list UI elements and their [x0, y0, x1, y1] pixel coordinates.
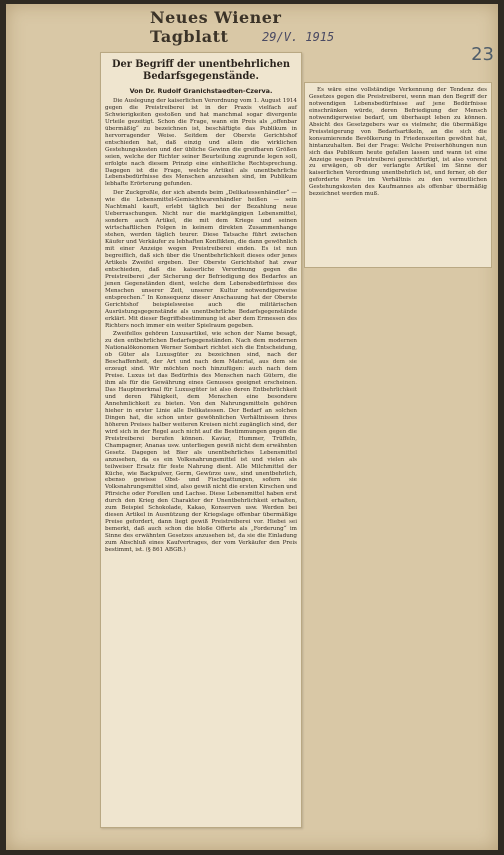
article-paragraph: Die Auslegung der kaiserlichen Verordnung vom 1. August 1914 gegen die Preistreiberei ist in der Praxis vielfach auf Schwierigkeiten gestoßen und hat manchmal sogar divergente Urteile gezeitigt. Schon die Frage, wann ein Preis als „offenbar übermäßig“ zu bezeichnen ist, beschäftigte das Publikum in hervorragender Weise. Seitdem der Oberste Gerichtshof entschieden hat, daß einzig und allein die wirklichen Gestehungskosten und der übliche Gewinn die greifbaren Größen seien, welche der Richter seiner Beurteilung zugrunde legen soll, erfolgte nach diesem Prinzip eine einheitliche Rechtsprechung. Dagegen ist die Frage, welche Artikel als unentbehrliche Lebensbedürfnisse des Menschen anzusehen sind, im Publikum lebhafte Erörterung gefunden.: [105, 98, 297, 188]
article-byline: Von Dr. Rudolf Granichstaedten-Czerva.: [129, 87, 273, 95]
page-number: 23: [471, 44, 494, 65]
article-paragraph: Zweifellos gehören Luxusartikel, wie schon der Name besagt, zu den entbehrlichen Bedarfsgegenständen. Nach dem modernen Nationalökonomen Werner Sombart richtet sich die Entscheidung, ob Güter als Luxusgüter zu bezeichnen sind, nach der Beschaffenheit, der Art und nach dem Material, aus dem sie erzeugt sind. Wir möchten noch hinzufügen: auch nach dem Preise. Luxus ist das Bedürfnis des Menschen nach Gütern, die ihm als für die Gewährung eines Genusses geeignet erscheinen. Das Hauptmerkmal für Luxusgüter ist also deren Entbehrlichkeit und deren Fähigkeit, dem Menschen eine besondere Annehmlichkeit zu bieten. Von den Nahrungsmitteln gehören hieher in erster Linie alle Delikatessen. Der Bedarf an solchen Dingen hat, die schon unter gewöhnlichen Verhältnissen ihres höheren Preises halber weiteren Kreisen nicht zugänglich sind, der wird sich in der Regel auch nicht auf die Bestimmungen gegen die Preistreiberei berufen können. Kaviar, Hummer, Trüffeln, Champagner, Ananas usw. unterliegen gewiß nicht dem erwähnten Gesetz. Dagegen ist Bier als unentbehrliches Lebensmittel anzusehen, da es ein Volksnahrungsmittel ist und vielen als teilweiser Ersatz für feste Nahrung dient. Alle Milchmittel der Küche, wie Backpulver, Germ, Gewürze usw., sind unentbehrlich, ebenso gewisse Obst- und Fischgattungen, sofern sie Volksnahrungsmittel sind, also gewiß nicht die ersten Kirschen und Pfirsiche oder Forellen und Lachse. Diese Lebensmittel haben erst durch den Krieg den Charakter der Unentbehrlichkeit erhalten, zum Beispiel Schokolade, Kakao, Konserven usw. Werden bei diesen Artikel in Ausnützung der Kriegslage offenbar übermäßige Preise gefordert, dann liegt gewiß Preistreiberei vor. Hiebei sei bemerkt, daß auch schon die bloße Offerte als „Forderung“ im Sinne des erwähnten Gesetzes anzusehen ist, da sie die Einladung zum Abschluß eines Kaufvertrages, der vom Verkäufer den Preis bestimmt, ist. (§ 861 ABGB.): [105, 331, 297, 553]
continuation-paragraph: Es wäre eine vollständige Verkennung der Tendenz des Gesetzes gegen die Preistreiberei, wenn man den Begriff der notwendigen Lebensbedürfnisse auf jene Bedürfnisse einschränken würde, deren Befriedigung der Mensch notwendigerweise bedarf, um überhaupt leben zu können. Absicht des Gesetzgebers war es vielmehr, die übermäßige Preissteigerung von Bedarfsartikeln, an die sich die konsumierende Bevölkerung in Friedenszeiten gewöhnt hat, hintanzuhalten. Bei der Frage: Welche Preiserhöhungen nun sich das Publikum heute gefallen lassen und wann ist eine Anzeige wegen Preistreiberei gerechtfertigt, ist also vorerst zu erwägen, ob der verlangte Artikel im Sinne der kaiserlichen Verordnung unentbehrlich ist, und ferner, ob der geforderte Preis im Verhältnis zu den vermutlichen Gestehungskosten des Kaufmannes als offenbar übermäßig bezeichnet werden muß.: [309, 87, 487, 198]
article-clipping: [100, 52, 302, 828]
article-paragraph: Der Zuckgroßle, der sich abends beim „Delikatessenhändler“ — wie die Lebensmittel-Gemischtwarenhändler heißen — sein Nachtmahl kauft, erlebt täglich bei der Bezahlung neue Ueberraschungen. Nicht nur die marktgängigen Lebensmittel, sondern auch Artikel, die mit dem Kriege und seinen wirtschaftlichen Folgen in keinem direkten Zusammenhange stehen, werden täglich teurer. Diese Tatsache führt zwischen Käufer und Verkäufer zu lebhaften Konflikten, die dann gewöhnlich mit einer Anzeige wegen Preistreiberei enden. Es ist nun begreiflich, daß sich über die Unentbehrlichkeit dieses oder jenes Artikels Zweifel ergeben. Der Oberste Gerichtshof hat zwar entschieden, daß die kaiserliche Verordnung gegen die Preistreiberei „der Sicherung der Befriedigung des Bedarfes an jenen Gegenständen dient, welche dem Lebensbedürfnisse des Menschen unserer Zeit, unserer Kultur notwendigerweise entsprechen.“ In Konsequenz dieser Anschauung hat der Oberste Gerichtshof beispielsweise auch die militärischen Ausrüstungsgegenstände als unentbehrliche Bedarfsgegenstände erklärt. Mit dieser Begriffsbestimmung ist aber dem Ermessen des Richters noch immer ein weiter Spielraum gegeben.: [105, 190, 297, 329]
article-headline: Der Begriff der unentbehrlichen Bedarfsgegenstände.: [111, 59, 291, 82]
continuation-clipping: [304, 82, 492, 268]
newspaper-masthead: Neues Wiener Tagblatt: [150, 8, 282, 46]
handwritten-date: 29/V. 1915: [262, 30, 335, 44]
